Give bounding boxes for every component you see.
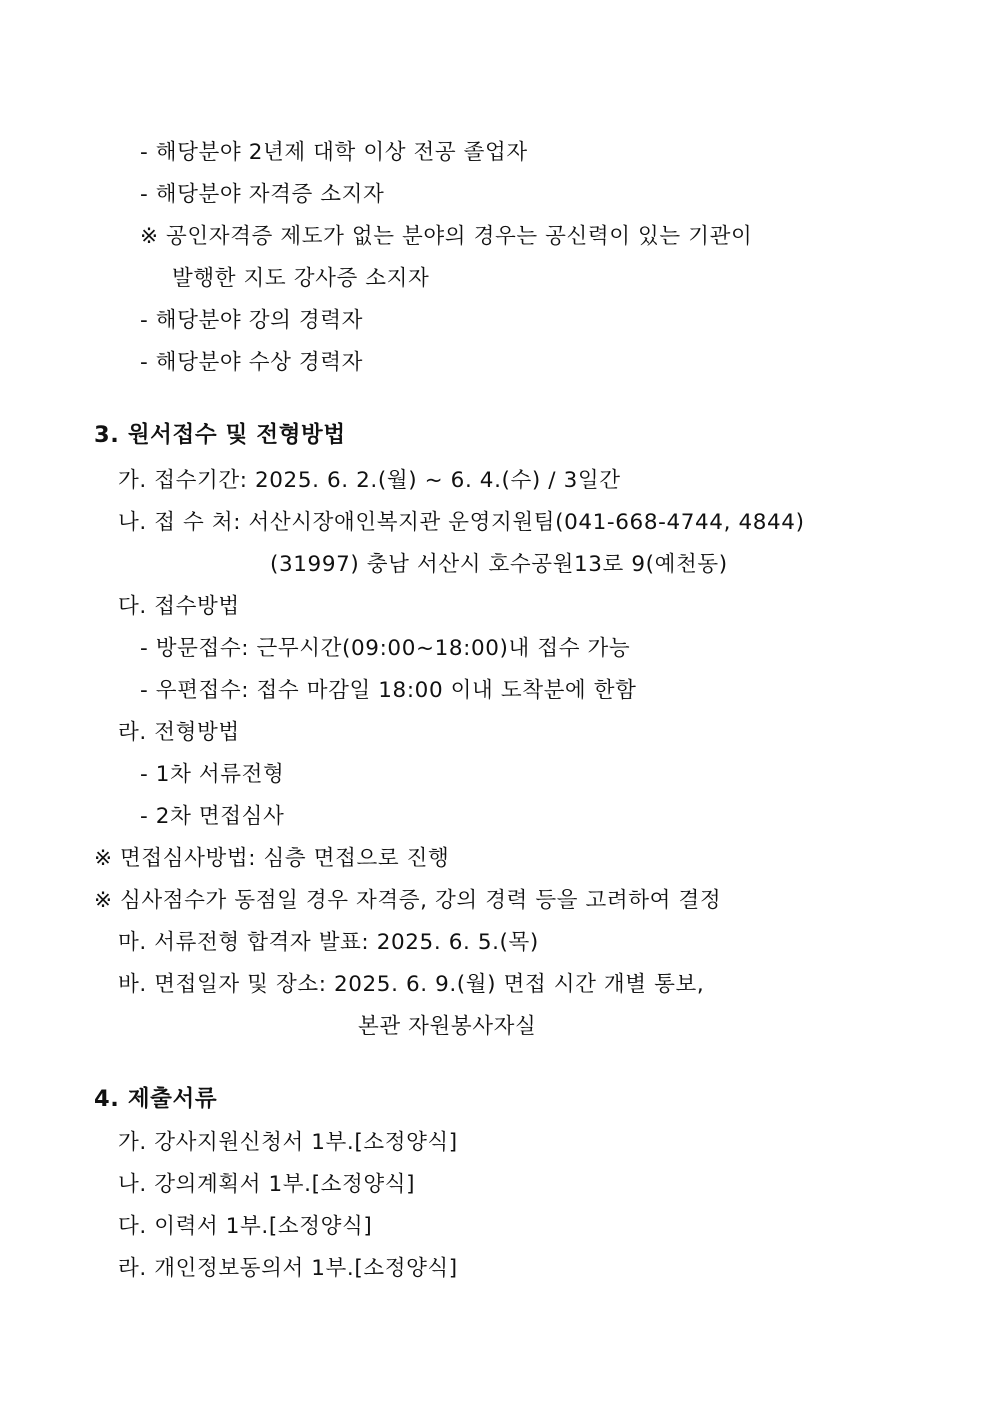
required-document: 다. 이력서 1부.[소정양식] bbox=[118, 1214, 373, 1239]
application-period: 가. 접수기간: 2025. 6. 2.(월) ~ 6. 4.(수) / 3일간 bbox=[118, 468, 621, 493]
interview-date: 바. 면접일자 및 장소: 2025. 6. 9.(월) 면접 시간 개별 통보, bbox=[118, 972, 705, 997]
document-result-announcement: 마. 서류전형 합격자 발표: 2025. 6. 5.(목) bbox=[118, 930, 539, 955]
application-method-mail: - 우편접수: 접수 마감일 18:00 이내 도착분에 한함 bbox=[140, 678, 637, 703]
qualification-item: - 해당분야 강의 경력자 bbox=[140, 308, 363, 333]
required-document: 가. 강사지원신청서 1부.[소정양식] bbox=[118, 1130, 458, 1155]
qualification-note: ※ 공인자격증 제도가 없는 분야의 경우는 공신력이 있는 기관이 bbox=[140, 224, 753, 249]
section-3-title: 3. 원서접수 및 전형방법 bbox=[94, 422, 346, 448]
application-address: (31997) 충남 서산시 호수공원13로 9(예천동) bbox=[270, 552, 728, 577]
application-method-visit: - 방문접수: 근무시간(09:00~18:00)내 접수 가능 bbox=[140, 636, 631, 661]
selection-method-title: 라. 전형방법 bbox=[118, 720, 240, 745]
selection-step-1: - 1차 서류전형 bbox=[140, 762, 285, 787]
required-document: 라. 개인정보동의서 1부.[소정양식] bbox=[118, 1256, 458, 1281]
section-4-title: 4. 제출서류 bbox=[94, 1086, 218, 1112]
qualification-item: - 해당분야 자격증 소지자 bbox=[140, 182, 385, 207]
qualification-note-continued: 발행한 지도 강사증 소지자 bbox=[172, 266, 430, 291]
tie-break-note: ※ 심사점수가 동점일 경우 자격증, 강의 경력 등을 고려하여 결정 bbox=[94, 888, 722, 913]
application-method-title: 다. 접수방법 bbox=[118, 594, 240, 619]
required-document: 나. 강의계획서 1부.[소정양식] bbox=[118, 1172, 416, 1197]
interview-place: 본관 자원봉사자실 bbox=[358, 1014, 537, 1039]
qualification-item: - 해당분야 수상 경력자 bbox=[140, 350, 363, 375]
interview-method-note: ※ 면접심사방법: 심층 면접으로 진행 bbox=[94, 846, 450, 871]
qualification-item: - 해당분야 2년제 대학 이상 전공 졸업자 bbox=[140, 140, 528, 165]
selection-step-2: - 2차 면접심사 bbox=[140, 804, 285, 829]
application-place: 나. 접 수 처: 서산시장애인복지관 운영지원팀(041-668-4744, 4844) bbox=[118, 510, 805, 535]
